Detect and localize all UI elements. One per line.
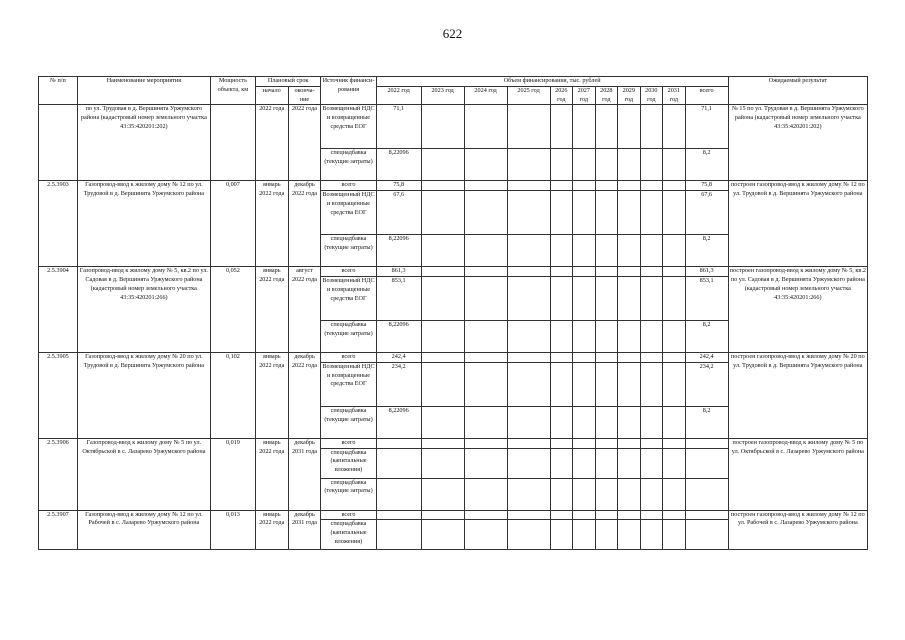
funding-empty-cell	[640, 448, 663, 478]
funding-empty-cell	[663, 191, 686, 235]
object-capacity: 0,019	[210, 438, 255, 510]
funding-empty-cell	[550, 510, 573, 520]
funding-empty-cell	[550, 267, 573, 277]
funding-table	[38, 76, 868, 550]
page-number: 622	[442, 26, 463, 41]
funding-empty-cell	[573, 352, 596, 362]
header-total: всего	[685, 86, 728, 105]
funding-2022	[376, 438, 421, 448]
funding-empty-cell	[573, 235, 596, 267]
funding-source: всего	[321, 267, 376, 277]
funding-total: 8,2	[685, 235, 728, 267]
funding-empty-cell	[464, 105, 507, 149]
funding-empty-cell	[464, 520, 507, 550]
funding-2022	[376, 478, 421, 510]
funding-empty-cell	[507, 448, 550, 478]
funding-empty-cell	[507, 235, 550, 267]
table-row	[39, 181, 868, 191]
row-number: 2.5.3906	[39, 438, 78, 510]
header-year: 2023 год	[421, 86, 464, 105]
funding-empty-cell	[507, 149, 550, 181]
header-num: № п/п	[39, 77, 78, 105]
funding-empty-cell	[573, 105, 596, 149]
funding-empty-cell	[507, 276, 550, 320]
header-name: Наименование мероприятия	[77, 77, 210, 105]
funding-empty-cell	[507, 181, 550, 191]
measure-name: Газопровод-ввод к жилому дому № 12 по ул. Трудовой в д. Вершинята Уржумского района	[77, 181, 210, 267]
header-capacity: Мощность объекта, км	[210, 77, 255, 105]
funding-empty-cell	[421, 520, 464, 550]
funding-source: спецнадбавка (текущие затраты)	[321, 149, 376, 181]
funding-total	[685, 510, 728, 520]
funding-total	[685, 448, 728, 478]
funding-empty-cell	[550, 105, 573, 149]
funding-source: спецнадбавка (текущие затраты)	[321, 235, 376, 267]
header-source: Источник финанси- рования	[321, 77, 376, 105]
period-start: 2022 года	[255, 105, 288, 181]
row-number	[39, 105, 78, 181]
funding-empty-cell	[663, 267, 686, 277]
funding-2022	[376, 510, 421, 520]
funding-empty-cell	[507, 105, 550, 149]
funding-source: всего	[321, 181, 376, 191]
funding-empty-cell	[550, 181, 573, 191]
funding-total: 75,8	[685, 181, 728, 191]
funding-source: всего	[321, 510, 376, 520]
period-end: 2022 года	[288, 105, 321, 181]
funding-total: 242,4	[685, 352, 728, 362]
funding-empty-cell	[464, 510, 507, 520]
funding-empty-cell	[595, 105, 618, 149]
funding-empty-cell	[507, 520, 550, 550]
table-header	[39, 77, 868, 105]
funding-empty-cell	[421, 438, 464, 448]
expected-result: № 15 по ул. Трудовая в д. Вершинята Уржумского района (кадастровый номер земельного участка 43:35:420201:202)	[728, 105, 867, 181]
row-number: 2.5.3907	[39, 510, 78, 550]
funding-empty-cell	[663, 181, 686, 191]
funding-empty-cell	[573, 438, 596, 448]
funding-empty-cell	[663, 520, 686, 550]
funding-empty-cell	[595, 478, 618, 510]
header-year: 2029 год	[618, 86, 641, 105]
header-year: 2026 год	[550, 86, 573, 105]
funding-empty-cell	[640, 149, 663, 181]
funding-empty-cell	[618, 448, 641, 478]
row-number: 2.5.3905	[39, 352, 78, 438]
table-row	[39, 510, 868, 520]
measure-name: Газопровод-ввод к жилому дому № 12 по ул. Рабочей в с. Лазарево Уржумского района	[77, 510, 210, 550]
expected-result: построен газопровод-ввод к жилому дому № 20 по ул. Трудовой в д. Вершинята Уржумского района	[728, 352, 867, 438]
funding-empty-cell	[640, 276, 663, 320]
funding-total: 8,2	[685, 406, 728, 438]
header-year: 2022 год	[376, 86, 421, 105]
funding-empty-cell	[421, 191, 464, 235]
funding-2022: 861,3	[376, 267, 421, 277]
funding-source: спецнадбавка (текущие затраты)	[321, 406, 376, 438]
funding-empty-cell	[573, 478, 596, 510]
funding-2022: 71,1	[376, 105, 421, 149]
funding-empty-cell	[550, 520, 573, 550]
expected-result: построен газопровод-ввод к жилому дому № 12 по ул. Трудовой в д. Вершинята Уржумского района	[728, 181, 867, 267]
funding-empty-cell	[464, 448, 507, 478]
funding-total: 67,6	[685, 191, 728, 235]
funding-empty-cell	[464, 191, 507, 235]
funding-2022: 75,8	[376, 181, 421, 191]
funding-empty-cell	[640, 181, 663, 191]
funding-empty-cell	[421, 510, 464, 520]
funding-total: 8,2	[685, 320, 728, 352]
period-start: январь 2022 года	[255, 352, 288, 438]
period-start: январь 2022 года	[255, 181, 288, 267]
funding-empty-cell	[618, 362, 641, 406]
funding-empty-cell	[464, 438, 507, 448]
funding-empty-cell	[573, 320, 596, 352]
header-funding: Объем финансирования, тыс. рублей	[376, 77, 728, 87]
funding-empty-cell	[640, 267, 663, 277]
funding-empty-cell	[421, 149, 464, 181]
funding-empty-cell	[464, 267, 507, 277]
period-end: декабрь 2022 года	[288, 352, 321, 438]
funding-empty-cell	[663, 320, 686, 352]
funding-empty-cell	[618, 510, 641, 520]
period-end: декабрь 2031 года	[288, 510, 321, 550]
funding-empty-cell	[573, 520, 596, 550]
funding-empty-cell	[421, 352, 464, 362]
funding-empty-cell	[618, 352, 641, 362]
funding-empty-cell	[595, 320, 618, 352]
funding-empty-cell	[550, 276, 573, 320]
funding-empty-cell	[573, 448, 596, 478]
measure-name: по ул. Трудовая в д. Вершинята Уржумского района (кадастровый номер земельного участка 43:35:420201:202)	[77, 105, 210, 181]
header-period: Плановый срок	[255, 77, 320, 87]
funding-empty-cell	[550, 438, 573, 448]
funding-2022: 853,1	[376, 276, 421, 320]
header-year: 2030 год	[640, 86, 663, 105]
funding-empty-cell	[464, 149, 507, 181]
object-capacity: 0,013	[210, 510, 255, 550]
funding-empty-cell	[595, 520, 618, 550]
funding-empty-cell	[550, 478, 573, 510]
funding-empty-cell	[507, 267, 550, 277]
funding-empty-cell	[640, 105, 663, 149]
funding-source: спецнадбавка (текущие затраты)	[321, 478, 376, 510]
funding-empty-cell	[640, 406, 663, 438]
measure-name: Газопровод-ввод к жилому дому № 20 по ул. Трудовой в д. Вершинята Уржумского района	[77, 352, 210, 438]
funding-empty-cell	[573, 191, 596, 235]
funding-source: Возмещенный НДС и возвращенные средства ЕОГ	[321, 276, 376, 320]
funding-empty-cell	[618, 406, 641, 438]
funding-empty-cell	[550, 149, 573, 181]
funding-empty-cell	[573, 510, 596, 520]
funding-empty-cell	[421, 362, 464, 406]
period-end: декабрь 2031 года	[288, 438, 321, 510]
expected-result: построен газопровод-ввод к жилому дому № 5, кв.2 по ул. Садовая в д. Вершинята Уржумского района (кадастровый номер земельного участка 43:35:420201:266)	[728, 267, 867, 353]
funding-source: всего	[321, 352, 376, 362]
funding-empty-cell	[573, 276, 596, 320]
funding-source: Возмещенный НДС и возвращенные средства ЕОГ	[321, 191, 376, 235]
funding-empty-cell	[573, 267, 596, 277]
funding-empty-cell	[595, 406, 618, 438]
funding-empty-cell	[640, 478, 663, 510]
funding-total	[685, 520, 728, 550]
funding-empty-cell	[618, 181, 641, 191]
funding-empty-cell	[618, 149, 641, 181]
funding-empty-cell	[663, 438, 686, 448]
funding-empty-cell	[421, 478, 464, 510]
funding-2022: 242,4	[376, 352, 421, 362]
funding-total: 234,2	[685, 362, 728, 406]
funding-2022	[376, 520, 421, 550]
funding-empty-cell	[595, 362, 618, 406]
period-end: декабрь 2022 года	[288, 181, 321, 267]
funding-empty-cell	[663, 235, 686, 267]
funding-empty-cell	[507, 362, 550, 406]
funding-empty-cell	[640, 438, 663, 448]
funding-empty-cell	[550, 448, 573, 478]
funding-empty-cell	[618, 235, 641, 267]
funding-empty-cell	[550, 362, 573, 406]
funding-empty-cell	[640, 520, 663, 550]
funding-empty-cell	[550, 191, 573, 235]
funding-source: Возмещенный НДС и возвращенные средства ЕОГ	[321, 362, 376, 406]
funding-2022: 8,22096	[376, 149, 421, 181]
funding-empty-cell	[550, 352, 573, 362]
table-row	[39, 438, 868, 448]
funding-empty-cell	[663, 352, 686, 362]
period-end: август 2022 года	[288, 267, 321, 353]
header-result: Ожидаемый результат	[728, 77, 867, 105]
expected-result: построен газопровод-ввод к жилому дому № 5 по ул. Октябрьской в с. Лазарево Уржумского района	[728, 438, 867, 510]
funding-empty-cell	[464, 478, 507, 510]
funding-2022: 8,22096	[376, 235, 421, 267]
funding-empty-cell	[464, 362, 507, 406]
funding-empty-cell	[573, 181, 596, 191]
funding-empty-cell	[507, 352, 550, 362]
measure-name: Газопровод-ввод к жилому дому № 5 по ул. Октябрьской в с. Лазарево Уржумского района	[77, 438, 210, 510]
funding-empty-cell	[550, 406, 573, 438]
funding-empty-cell	[618, 105, 641, 149]
funding-empty-cell	[464, 276, 507, 320]
funding-empty-cell	[640, 235, 663, 267]
header-year: 2031 год	[663, 86, 686, 105]
table-row	[39, 352, 868, 362]
funding-empty-cell	[640, 362, 663, 406]
funding-empty-cell	[464, 406, 507, 438]
object-capacity: 0,102	[210, 352, 255, 438]
funding-empty-cell	[618, 276, 641, 320]
funding-2022: 8,22096	[376, 406, 421, 438]
funding-2022	[376, 448, 421, 478]
funding-empty-cell	[663, 362, 686, 406]
funding-empty-cell	[618, 191, 641, 235]
funding-empty-cell	[421, 448, 464, 478]
funding-empty-cell	[421, 406, 464, 438]
funding-2022: 234,2	[376, 362, 421, 406]
funding-empty-cell	[550, 320, 573, 352]
funding-empty-cell	[421, 181, 464, 191]
funding-empty-cell	[421, 320, 464, 352]
period-start: январь 2022 года	[255, 510, 288, 550]
funding-empty-cell	[464, 320, 507, 352]
funding-empty-cell	[421, 276, 464, 320]
funding-empty-cell	[507, 191, 550, 235]
measure-name: Газопровод-ввод к жилому дому № 5, кв.2 по ул. Садовая в д. Вершинята Уржумского района (кадастровый номер земельного участка 43:35:420201:266)	[77, 267, 210, 353]
funding-empty-cell	[464, 235, 507, 267]
funding-2022: 67,6	[376, 191, 421, 235]
funding-total: 8,2	[685, 149, 728, 181]
funding-empty-cell	[595, 149, 618, 181]
table-body	[39, 105, 868, 550]
funding-empty-cell	[573, 149, 596, 181]
funding-empty-cell	[663, 510, 686, 520]
header-start: начало	[255, 86, 288, 105]
funding-empty-cell	[663, 149, 686, 181]
header-year: 2027 год	[573, 86, 596, 105]
funding-empty-cell	[595, 448, 618, 478]
header-end: оконча- ние	[288, 86, 321, 105]
funding-source: спецнадбавка (капитальные вложения)	[321, 448, 376, 478]
header-year: 2025 год	[507, 86, 550, 105]
header-year: 2024 год	[464, 86, 507, 105]
funding-total	[685, 478, 728, 510]
funding-empty-cell	[507, 510, 550, 520]
funding-total	[685, 438, 728, 448]
object-capacity	[210, 105, 255, 181]
funding-2022: 8,22096	[376, 320, 421, 352]
funding-empty-cell	[595, 267, 618, 277]
header-year: 2028 год	[595, 86, 618, 105]
funding-empty-cell	[595, 235, 618, 267]
funding-source: Возмещенный НДС и возвращенные средства ЕОГ	[321, 105, 376, 149]
funding-source: спецнадбавка (капитальные вложения)	[321, 520, 376, 550]
funding-empty-cell	[618, 438, 641, 448]
funding-empty-cell	[507, 478, 550, 510]
funding-empty-cell	[507, 320, 550, 352]
table-row	[39, 267, 868, 277]
funding-total: 861,3	[685, 267, 728, 277]
funding-empty-cell	[663, 406, 686, 438]
funding-empty-cell	[640, 191, 663, 235]
funding-empty-cell	[663, 478, 686, 510]
funding-empty-cell	[618, 320, 641, 352]
funding-empty-cell	[550, 235, 573, 267]
funding-source: всего	[321, 438, 376, 448]
funding-total: 71,1	[685, 105, 728, 149]
funding-empty-cell	[507, 438, 550, 448]
funding-empty-cell	[464, 181, 507, 191]
funding-empty-cell	[421, 105, 464, 149]
object-capacity: 0,052	[210, 267, 255, 353]
funding-empty-cell	[618, 478, 641, 510]
row-number: 2.5.3904	[39, 267, 78, 353]
funding-empty-cell	[640, 510, 663, 520]
expected-result: построен газопровод-ввод к жилому дому № 12 по ул. Рабочей в с. Лазарево Уржумского района	[728, 510, 867, 550]
funding-total: 853,1	[685, 276, 728, 320]
funding-empty-cell	[573, 362, 596, 406]
funding-empty-cell	[595, 276, 618, 320]
funding-empty-cell	[507, 406, 550, 438]
funding-empty-cell	[640, 320, 663, 352]
funding-empty-cell	[663, 105, 686, 149]
funding-empty-cell	[663, 276, 686, 320]
funding-empty-cell	[618, 267, 641, 277]
funding-empty-cell	[663, 448, 686, 478]
funding-empty-cell	[421, 267, 464, 277]
funding-empty-cell	[618, 520, 641, 550]
funding-empty-cell	[595, 510, 618, 520]
funding-empty-cell	[464, 352, 507, 362]
funding-empty-cell	[595, 191, 618, 235]
funding-empty-cell	[595, 181, 618, 191]
funding-empty-cell	[573, 406, 596, 438]
funding-source: спецнадбавка (текущие затраты)	[321, 320, 376, 352]
row-number: 2.5.3903	[39, 181, 78, 267]
funding-empty-cell	[421, 235, 464, 267]
period-start: январь 2022 года	[255, 438, 288, 510]
funding-empty-cell	[640, 352, 663, 362]
period-start: январь 2022 года	[255, 267, 288, 353]
object-capacity: 0,007	[210, 181, 255, 267]
funding-empty-cell	[595, 352, 618, 362]
table-row	[39, 105, 868, 149]
funding-empty-cell	[595, 438, 618, 448]
